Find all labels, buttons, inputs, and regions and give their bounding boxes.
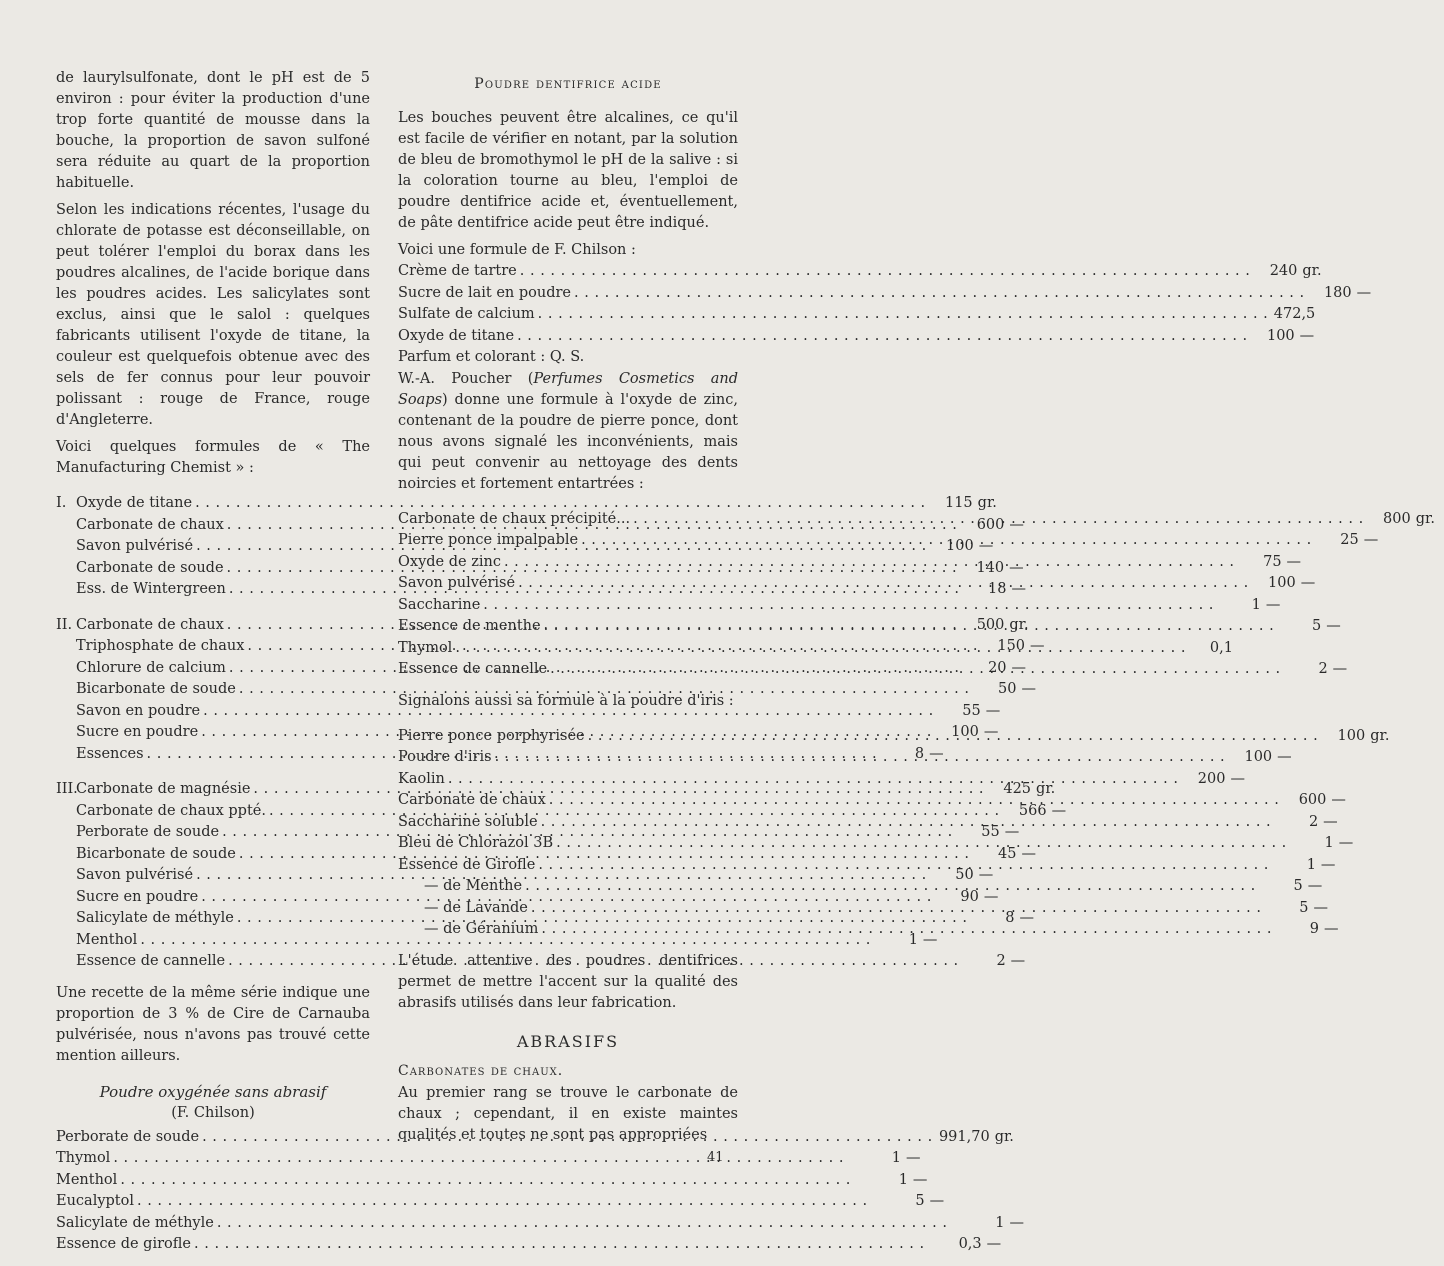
formula-row: Eucalyptol . . . 5 — xyxy=(56,1191,370,1213)
formula-row: Kaolin . . . 200 — xyxy=(398,769,738,791)
formula-row: Perborate de soude . . . 991,70 gr. xyxy=(56,1127,370,1149)
formula-row: Ess. de Wintergreen . . . 18 — xyxy=(56,579,370,601)
formula-row: Essence de menthe . . . 5 — xyxy=(398,616,738,638)
formula-numeral: I. xyxy=(56,495,67,511)
formula-row: Sulfate de calcium . . . 472,5 xyxy=(398,304,738,326)
formula-row: Perborate de soude . . . 55 — xyxy=(56,822,370,844)
formula-row: Parfum et colorant : Q. S. xyxy=(398,349,585,365)
intro-paragraph-2: Selon les indications récentes, l'usage du chlorate de potasse est déconseillable, on peut tolérer l'emploi du borax dans les poudres alcalines, de l'acide borique dans les poudres acides. Les salicylates sont exclus, ainsi que le salol : quelques fabricants utilisent l'oxyde de titane, la couleur est quelquefois obtenue avec des sels de fer connus pour leur pouvoir polissant : rouge de France, rouge d'Angleterre. xyxy=(56,202,370,428)
intro-paragraph-1: de laurylsulfonate, dont le pH est de 5 environ : pour éviter la production d'une trop forte quantité de mousse dans la bouche, la proportion de savon sulfoné sera réduite au quart de la proportion habituelle. xyxy=(56,70,370,191)
acid-intro-paragraph: Les bouches peuvent être alcalines, ce qu'il est facile de vérifier en notant, par la solution de bleu de bromothymol le pH de la salive : si la coloration tourne au bleu, l'emploi de poudre dentifrice acide et, éventuellement, de pâte dentifrice acide peut être indiqué. xyxy=(398,110,738,231)
formula-row: Sucre de lait en poudre . . . 180 — xyxy=(398,283,738,305)
formula-row: Carbonate de chaux . . . 600 — xyxy=(398,790,738,812)
formula-row: Oxyde de zinc . . . 75 — xyxy=(398,552,738,574)
formula-row: Saccharine soluble . . . 2 — xyxy=(398,812,738,834)
formula-row: Thymol . . . 1 — xyxy=(56,1148,370,1170)
carbonates-subheading: Carbonates de chaux. xyxy=(398,1062,564,1079)
formula-row: Essence de girofle . . . 0,3 — xyxy=(56,1234,370,1256)
formula-row: Menthol . . . 1 — xyxy=(56,930,370,952)
formula-row: Crème de tartre . . . 240 gr. xyxy=(398,261,738,283)
formula-row: Bicarbonate de soude . . . 50 — xyxy=(56,679,370,701)
formula-numeral: II. xyxy=(56,616,73,633)
formula-row: Oxyde de titane . . . 100 — xyxy=(398,326,738,348)
closing-paragraph: L'étude attentive des poudres dentifrices permet de mettre l'accent sur la qualité des abrasifs utilisés dans leur fabrication. xyxy=(398,952,738,1011)
oxygen-powder-author: (F. Chilson) xyxy=(171,1104,255,1121)
formula-row: Carbonate de chaux ppté. . . . 566 — xyxy=(56,801,370,823)
formula-row: — de Menthe . . . 5 — xyxy=(398,876,738,898)
formula-row: Salicylate de méthyle . . . 1 — xyxy=(56,1213,370,1235)
carnauba-paragraph: Une recette de la même série indique une proportion de 3 % de Cire de Carnauba pulvérisée, nous n'avons pas trouvé cette mention ailleurs. xyxy=(56,984,370,1064)
formula-row: Menthol . . . 1 — xyxy=(56,1170,370,1192)
formula-row: Chlorure de calcium . . . 20 — xyxy=(56,658,370,680)
intro-paragraph-3: Voici quelques formules de « The Manufacturing Chemist » : xyxy=(56,439,370,476)
formula-row: Essences . . . 8 — xyxy=(56,744,370,766)
formula-row: Sucre en poudre . . . 90 — xyxy=(56,887,370,909)
formula-row: Thymol . . . 0,1 xyxy=(398,638,738,660)
formula-row: Pierre ponce porphyrisée . . . 100 gr. xyxy=(398,726,738,748)
formula-row: Pierre ponce impalpable . . . 25 — xyxy=(398,530,738,552)
formula-row: II. Carbonate de chaux . . . 500 gr. xyxy=(56,615,370,637)
formula-row: Savon pulvérisé . . . 100 — xyxy=(56,536,370,558)
formula-row: Bicarbonate de soude . . . 45 — xyxy=(56,844,370,866)
formula-row: — de Lavande . . . 5 — xyxy=(398,898,738,920)
formula-row: Poudre d'iris . . . 100 — xyxy=(398,747,738,769)
formula-row: — de Géranium . . . 9 — xyxy=(398,919,738,941)
formula-row: Essence de cannelle . . . 2 — xyxy=(398,659,738,681)
iris-intro: Signalons aussi sa formule à la poudre d'iris : xyxy=(398,692,734,709)
formula-row: Carbonate de chaux . . . 600 — xyxy=(56,515,370,537)
formula-row: Salicylate de méthyle . . . 8 — xyxy=(56,908,370,930)
formula-row: I. Oxyde de titane . . . 115 gr. xyxy=(56,493,370,515)
chilson-intro: Voici une formule de F. Chilson : xyxy=(398,242,636,258)
formula-row: Savon pulvérisé . . . 100 — xyxy=(398,573,738,595)
formula-row: Savon en poudre . . . 55 — xyxy=(56,701,370,723)
poucher-paragraph: W.-A. Poucher (Perfumes Cosmetics and Soaps) donne une formule à l'oxyde de zinc, contenant de la poudre de pierre ponce, dont nous avons signalé les inconvénients, mais qui peut convenir au nettoyage des dents noircies et fortement entartrées : xyxy=(398,370,738,492)
formula-row: Carbonate de chaux précipité... . . . 800 gr. xyxy=(398,509,738,531)
section-title: Poudre dentifrice acide xyxy=(474,76,662,92)
abrasifs-heading: ABRASIFS xyxy=(516,1031,620,1051)
formula-row: Carbonate de soude . . . 140 — xyxy=(56,558,370,580)
formula-row: III. Carbonate de magnésie . . . 425 gr. xyxy=(56,779,370,801)
chilson-formula xyxy=(398,261,1372,369)
formula-row: Triphosphate de chaux . . . 150 — xyxy=(56,636,370,658)
page-number: 41 xyxy=(707,1150,724,1165)
carbonates-paragraph: Au premier rang se trouve le carbonate de chaux ; cependant, il en existe maintes qualités et toutes ne sont pas appropriées xyxy=(398,1084,738,1143)
formula-numeral: III. xyxy=(56,781,78,797)
oxygen-powder-title: Poudre oxygénée sans abrasif xyxy=(99,1082,327,1101)
formula-row: Essence de cannelle . . . 2 — xyxy=(56,951,370,973)
formula-row: Saccharine . . . 1 — xyxy=(398,595,738,617)
book-title: Perfumes Cosmetics and Soaps xyxy=(398,370,738,408)
formula-row: Bleu de Chlorazol 3B . . . 1 — xyxy=(398,833,738,855)
formula-row: Sucre en poudre . . . 100 — xyxy=(56,722,370,744)
formula-row: Savon pulvérisé . . . 50 — xyxy=(56,865,370,887)
formula-row: Essence de Girofle . . . 1 — xyxy=(398,855,738,877)
